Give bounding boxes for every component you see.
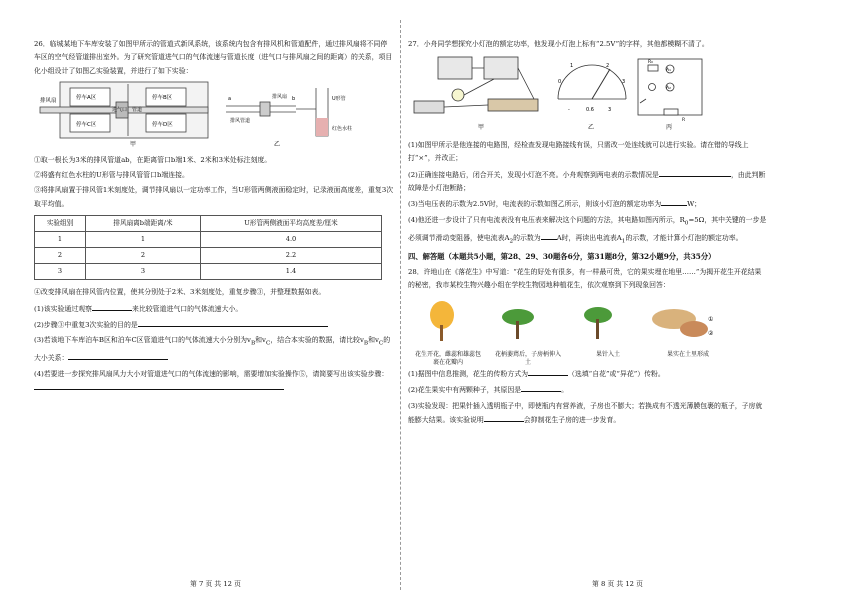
label-exhaust: 排风扇	[40, 98, 57, 105]
circuit-photo-jia	[414, 57, 538, 113]
symbol-r: R	[682, 118, 686, 124]
q26-step4: ④改变排风扇在排风管内位置，使其分别处于2米、3米刻度处，重复步骤③，并整理数据如表。	[34, 288, 326, 297]
label-pipe: 管道	[132, 107, 143, 114]
answer-blank[interactable]	[138, 318, 328, 327]
q26-step2: ②将盛有红色水柱的U形管与排风管管口b端连接。	[34, 171, 189, 180]
label-a: a	[228, 96, 232, 103]
left-page	[34, 38, 394, 397]
peanut-pod-illustration	[652, 309, 708, 337]
table-cell: 2	[86, 248, 201, 264]
table-cell: 1.4	[201, 264, 382, 280]
meter-terminal: 0.6	[586, 107, 594, 114]
q28-sub3: (3)实验发现：把果针插入透明瓶子中，即使瓶内有营养液，子房也不膨大；若换成有不透光薄膜包裹的瓶子，子房就能膨大结果。该实验说明 会抑制花生子房的进一步发育。	[408, 401, 763, 425]
table-cell: 2.2	[201, 248, 382, 264]
marker-1: ①	[708, 315, 714, 323]
q26-sub1: (1)该实验通过观察 来比较管道进气口的气体流速大小。	[34, 302, 394, 316]
q26-sub4: (4)若要进一步探究排风扇风力大小对管道进气口的气体流速的影响，需要增加实验操作⑤，请简要写出该实验步骤：	[34, 368, 394, 396]
page-divider	[400, 20, 401, 590]
meter-terminal: 3	[608, 107, 612, 114]
marker-2: ②	[708, 329, 714, 337]
label-exhaust-pipe: 排风管道	[230, 118, 251, 125]
peanut-diagram	[408, 295, 728, 345]
table-cell: 3	[86, 264, 201, 280]
q26-sub2: (2)步骤③中重复3次实验的目的是	[34, 318, 394, 332]
meter-tick: 3	[622, 79, 626, 86]
peanut-captions	[408, 351, 728, 367]
label-yi: 乙	[588, 124, 595, 132]
q27-sub2: (2)正确连接电路后，闭合开关，发现小灯泡不亮。小舟观察到两电表的示数情况是 ，由此判断故障是小灯泡断路；	[408, 168, 768, 196]
table-row	[35, 248, 382, 264]
q26-step3: ③将排风扇置于排风管1米刻度处，调节排风扇以一定功率工作，当U形管两侧液面稳定时，记录液面高度差，重复3次取平均值。	[34, 186, 394, 208]
label-jia: 甲	[478, 124, 485, 132]
table-cell: 4.0	[201, 232, 382, 248]
q28-figure	[408, 295, 768, 367]
table-cell: 3	[35, 264, 86, 280]
q26-step1: ①取一根长为3米的排风管道ab，在距离管口b端1米、2米和3米处标注刻度。	[34, 155, 272, 164]
table-header: U形管两侧液面平均高度差/厘米	[201, 216, 382, 232]
symbol-a2: A₂	[666, 86, 671, 92]
right-footer: 第 8 页 共 12 页	[592, 580, 643, 588]
right-page	[408, 38, 768, 430]
caption: 花生开花，雌蕊和雄蕊包裹在花瓣内	[414, 351, 481, 367]
caption: 花柄萎蔫后，子房柄伸入土	[494, 351, 561, 367]
left-footer: 第 7 页 共 12 页	[190, 580, 241, 588]
label-jia: 甲	[130, 141, 137, 149]
answer-blank[interactable]	[92, 302, 132, 311]
answer-blank[interactable]	[659, 168, 731, 177]
table-header: 排风扇离b端距离/米	[86, 216, 201, 232]
table-header: 实验组别	[35, 216, 86, 232]
q27-sub1: (1)如图甲所示是他连接的电路图，经检查发现电路接线有误，只需改一处连线就可以进行实验。请在错的导线上打“×”，并改正；	[408, 140, 749, 163]
label-zone-a: 停车A区	[76, 95, 97, 102]
caption: 果实在土里形成	[666, 351, 709, 359]
table-row	[35, 232, 382, 248]
label-zone-b: 停车B区	[152, 95, 173, 102]
q26-sub3: (3)若该地下车库泊车B区和泊车C区管道进气口的气体流速大小分别为$v_B$和$v_C$，结合本实验的数据，请比较$v_B$和$v_C$的大小关系：	[34, 336, 391, 363]
q27-sub4: (4)他还进一步设计了只有电流表没有电压表来解决这个问题的方法，其电路如图丙所示，$R_0=5\Omega$，其中关键的一步是必须调节滑动变阻器，使电流表$A_2$的示数为 A时，再读出电流表$A_1$的示数，才能计算小灯泡的额定功率。	[408, 215, 767, 244]
q26-intro: 26．临城某地下车库安装了如图甲所示的管道式新风系统，该系统内包含有排风机和管道配件，通过排风扇将不同停车区的空气经管道排出室外。为了研究管道进气口的气体流速与管道长度（进气口与排风扇之间的距离）的关系，项目化小组设计了如图乙实验装置，并进行了如下实验：	[34, 40, 393, 75]
meter-tick: 0	[558, 79, 562, 86]
table-row	[35, 264, 382, 280]
label-bing: 丙	[666, 124, 673, 132]
label-u-tube: U形管	[332, 96, 346, 103]
answer-blank[interactable]	[528, 367, 568, 376]
q28-intro: 28．许地山在《落花生》中写道：“花生的好处有很多，有一样最可贵，它的果实埋在地里……”为揭开花生开花结果的秘密，我市某校生物兴趣小组在学校生物园地种植花生，依次观察到下列现象回答：	[408, 267, 762, 290]
ammeter-yi	[558, 65, 626, 99]
q27-figure	[408, 53, 768, 138]
label-inlet: 进气口	[112, 107, 128, 114]
symbol-a1: A₁	[666, 68, 671, 74]
table-cell: 1	[35, 232, 86, 248]
label-fan: 排风扇	[272, 94, 288, 101]
section-heading: 四、解答题（本题共5小题，第28、29、30题各6分，第31题8分，第32小题9分，共35分）	[408, 252, 716, 262]
label-b: b	[292, 96, 296, 103]
meter-tick: 2	[606, 63, 610, 70]
q26-diagram	[34, 80, 394, 148]
meter-tick: 1	[570, 63, 574, 70]
q26-figure	[34, 80, 394, 153]
answer-blank[interactable]	[661, 197, 687, 206]
meter-terminal: -	[568, 107, 570, 114]
answer-blank[interactable]	[34, 381, 284, 390]
label-yi: 乙	[274, 141, 281, 149]
answer-blank[interactable]	[484, 413, 524, 422]
q26-data-table	[34, 215, 382, 280]
table-cell: 2	[35, 248, 86, 264]
table-cell: 1	[86, 232, 201, 248]
answer-blank[interactable]	[68, 351, 168, 360]
q27-diagram	[408, 53, 708, 133]
q28-sub2: (2)花生果实中有两颗种子，其原因是 。	[408, 383, 768, 397]
answer-blank[interactable]	[541, 231, 557, 240]
label-water: 红色水柱	[332, 126, 353, 133]
answer-blank[interactable]	[521, 383, 561, 392]
q27-intro: 27．小舟同学想探究小灯泡的额定功率，他发现小灯泡上标有“2.5V”的字样，其他都模糊不清了。	[408, 40, 709, 48]
label-zone-d: 停车D区	[152, 122, 173, 129]
caption: 果针入土	[595, 351, 620, 359]
peg-into-soil-illustration	[584, 307, 612, 339]
label-zone-c: 停车C区	[76, 122, 97, 129]
q28-sub1: (1)据图中信息推测，花生的传粉方式为 （选填“自花”或“异花”）传粉。	[408, 367, 768, 381]
peanut-plant-illustration	[502, 309, 534, 339]
peanut-flower-illustration	[430, 301, 454, 341]
q27-sub3: (3)当电压表的示数为2.5V时，电流表的示数如图乙所示，则该小灯泡的额定功率为 W；	[408, 197, 768, 211]
symbol-r0: R₀	[648, 60, 653, 66]
